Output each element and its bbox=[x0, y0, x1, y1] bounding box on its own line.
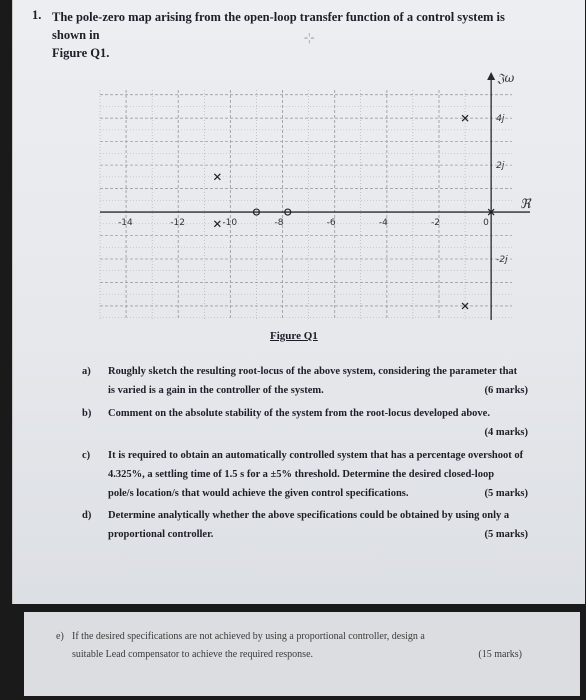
x-tick-label: -14 bbox=[118, 218, 133, 229]
y-tick-label: 2j bbox=[496, 161, 505, 172]
question-text bbox=[52, 8, 542, 62]
y-tick-label: -2j bbox=[496, 254, 508, 265]
part-c-line1: It is required to obtain an automatically controlled system that has a percentage overshoot of bbox=[108, 450, 524, 461]
part-a-line2: is varied is a gain in the controller of the system. bbox=[108, 385, 324, 396]
figure-caption: Figure Q1 bbox=[270, 330, 318, 342]
real-axis-label: ℜ bbox=[520, 197, 531, 213]
x-tick-label: -8 bbox=[274, 218, 284, 229]
pole-mark bbox=[214, 221, 220, 227]
x-tick-label: -10 bbox=[222, 218, 238, 229]
part-e-line1: If the desired specifications are not achieved by using a proportional controller, design a bbox=[72, 631, 425, 642]
question-text-line1: The pole-zero map arising from the open-loop transfer function of a control system is shown in bbox=[52, 10, 505, 42]
part-c-line3: pole/s location/s that would achieve the given control specifications. bbox=[108, 488, 409, 499]
x-tick-label: -6 bbox=[326, 218, 336, 229]
part-d-line1: Determine analytically whether the above specifications could be obtained by using only a bbox=[108, 510, 510, 521]
part-d-marks: (5 marks) bbox=[484, 529, 528, 540]
part-a-marks: (6 marks) bbox=[484, 385, 528, 396]
tick-labels bbox=[118, 114, 508, 265]
imag-axis-label: 𝔍ω bbox=[497, 71, 515, 85]
x-tick-label: -4 bbox=[378, 218, 388, 229]
part-c-marks: (5 marks) bbox=[484, 488, 528, 499]
part-e-letter: e) bbox=[56, 631, 64, 642]
x-tick-label: -12 bbox=[170, 218, 185, 229]
part-b-letter: b) bbox=[82, 408, 92, 419]
part-e-line2: suitable Lead compensator to achieve the required response. bbox=[72, 649, 314, 660]
part-e-marks: (15 marks) bbox=[478, 649, 522, 660]
part-c-line2: 4.325%, a settling time of 1.5 s for a ±5% threshold. Determine the desired closed-loop bbox=[108, 469, 495, 480]
imag-axis-arrow-icon bbox=[487, 72, 495, 80]
part-a-letter: a) bbox=[82, 366, 91, 377]
x-tick-label: 0 bbox=[483, 218, 489, 229]
part-b-marks: (4 marks) bbox=[484, 427, 528, 438]
part-d bbox=[82, 506, 528, 544]
part-a bbox=[82, 362, 528, 400]
grid bbox=[100, 90, 512, 320]
y-tick-label: 4j bbox=[496, 114, 505, 125]
pole-mark bbox=[214, 174, 220, 180]
part-b bbox=[82, 404, 528, 438]
question-number: 1. bbox=[32, 8, 42, 22]
pen-mark-icon: -¦- bbox=[304, 30, 315, 44]
part-c bbox=[82, 446, 528, 503]
part-e bbox=[56, 628, 522, 664]
part-d-letter: d) bbox=[82, 510, 92, 521]
question-text-line2: Figure Q1. bbox=[52, 46, 110, 60]
pole-zero-map bbox=[80, 70, 550, 335]
part-d-line2: proportional controller. bbox=[108, 529, 214, 540]
part-c-letter: c) bbox=[82, 450, 91, 461]
x-tick-label: -2 bbox=[430, 218, 440, 229]
part-b-line1: Comment on the absolute stability of the system from the root-locus developed above. bbox=[108, 408, 490, 419]
part-a-line1: Roughly sketch the resulting root-locus of the above system, considering the parameter that bbox=[108, 366, 518, 377]
